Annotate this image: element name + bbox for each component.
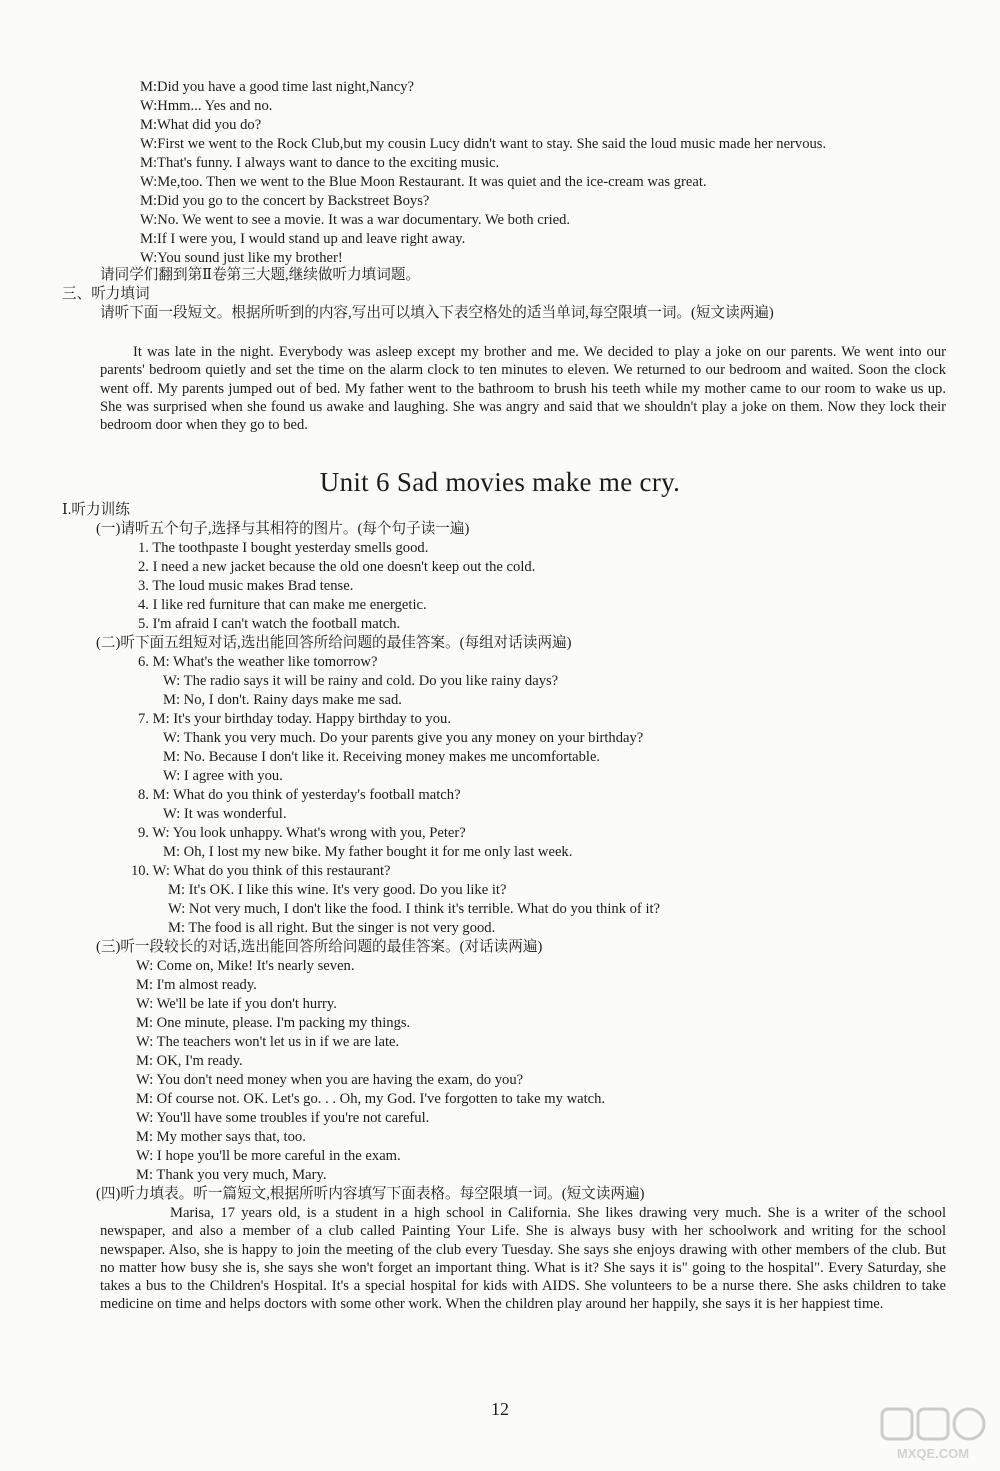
text-line: M: One minute, please. I'm packing my things. <box>136 1015 411 1031</box>
text-line: 4. I like red furniture that can make me energetic. <box>138 597 427 613</box>
text-line: 5. I'm afraid I can't watch the football match. <box>138 616 401 632</box>
text-line: W: You'll have some troubles if you're not careful. <box>136 1110 430 1126</box>
text-line: M:What did you do? <box>140 117 262 133</box>
text-line: 10. W: What do you think of this restaurant? <box>131 863 391 879</box>
text-line: W: You don't need money when you are having the exam, do you? <box>136 1072 524 1088</box>
watermark-text: MXQE.COM <box>896 1446 970 1461</box>
text-line: M: The food is all right. But the singer is not very good. <box>168 920 496 936</box>
text-line: M:That's funny. I always want to dance to the exciting music. <box>140 155 500 171</box>
text-line: W:First we went to the Rock Club,but my cousin Lucy didn't want to stay. She said the loud music made her nervous. <box>140 136 827 152</box>
text-line: M: I'm almost ready. <box>136 977 257 993</box>
text-line: M: Of course not. OK. Let's go. . . Oh, my God. I've forgotten to take my watch. <box>136 1091 606 1107</box>
text-line: W: Not very much, I don't like the food. I think it's terrible. What do you think of it? <box>168 901 661 917</box>
text-line: M:Did you go to the concert by Backstreet Boys? <box>140 193 430 209</box>
text-line: M: Oh, I lost my new bike. My father bought it for me only last week. <box>163 844 573 860</box>
page-number: 12 <box>491 1399 509 1419</box>
text-line: 6. M: What's the weather like tomorrow? <box>138 654 378 670</box>
text-line: W: The radio says it will be rainy and cold. Do you like rainy days? <box>163 673 559 689</box>
paragraph: Marisa, 17 years old, is a student in a high school in California. She likes drawing very much. She is a writer of the school newspaper, and also a member of a club called Painting Your Life. She is always busy with her schoolwork and writing for the school newspaper. Also, she is happy to join the meeting of the club every Tuesday. She says she enjoys drawing with other members of the club. But no matter how busy she is, she says she won't forget an important thing. What is it? She says it is" going to the hospital". Every Saturday, she takes a bus to the Children's Hospital. It's a special hospital for kids with AIDS. She volunteers to be a nurse there. She asks children to take medicine on time and helps doctors with some other work. When the children play around her happily, she says it is her happiest time. <box>100 1205 946 1313</box>
text-line: M: No. Because I don't like it. Receiving money makes me uncomfortable. <box>163 749 601 765</box>
unit-title: Unit 6 Sad movies make me cry. <box>319 467 681 497</box>
text-line: W: It was wonderful. <box>163 806 287 822</box>
paragraph: It was late in the night. Everybody was asleep except my brother and me. We decided to play a joke on our parents. We went into our parents' bedroom quietly and set the time on the alarm clock to ten minutes to eleven. We returned to our bedroom and waited. Soon the clock went off. My parents jumped out of bed. My father went to the bathroom to brush his teeth while my mother came to our room to wake us up. She was surprised when she found us awake and laughing. She was angry and said that we shouldn't play a joke on them. Now they lock their bedroom door when they go to bed. <box>100 344 946 434</box>
watermark-logo-icon <box>878 1405 988 1445</box>
text-line: W:No. We went to see a movie. It was a war documentary. We both cried. <box>140 212 571 228</box>
text-line: 9. W: You look unhappy. What's wrong with you, Peter? <box>138 825 466 841</box>
text-line: 3. The loud music makes Brad tense. <box>138 578 354 594</box>
text-line: M: It's OK. I like this wine. It's very good. Do you like it? <box>168 882 507 898</box>
text-line: 7. M: It's your birthday today. Happy birthday to you. <box>138 711 451 727</box>
text-line: (二)听下面五组短对话,选出能回答所给问题的最佳答案。(每组对话读两遍) <box>96 635 572 651</box>
text-line: M: My mother says that, too. <box>136 1129 306 1145</box>
watermark <box>878 1405 988 1465</box>
text-line: M: No, I don't. Rainy days make me sad. <box>163 692 402 708</box>
text-line: W:Me,too. Then we went to the Blue Moon Restaurant. It was quiet and the ice-cream was great. <box>140 174 707 190</box>
text-line: M:If I were you, I would stand up and leave right away. <box>140 231 466 247</box>
text-line: W: Come on, Mike! It's nearly seven. <box>136 958 355 974</box>
text-line: Ⅰ.听力训练 <box>62 502 130 518</box>
text-line: 1. The toothpaste I bought yesterday smells good. <box>138 540 429 556</box>
text-line: W: Thank you very much. Do your parents give you any money on your birthday? <box>163 730 644 746</box>
text-line: M: Thank you very much, Mary. <box>136 1167 327 1183</box>
text-line: 请同学们翻到第Ⅱ卷第三大题,继续做听力填词题。 <box>100 267 421 283</box>
text-line: W: I hope you'll be more careful in the exam. <box>136 1148 401 1164</box>
text-line: 三、听力填词 <box>62 286 150 302</box>
text-line: W: I agree with you. <box>163 768 283 784</box>
text-line: W:You sound just like my brother! <box>140 250 343 266</box>
text-line: W: The teachers won't let us in if we are late. <box>136 1034 400 1050</box>
text-line: W:Hmm... Yes and no. <box>140 98 273 114</box>
text-line: M: OK, I'm ready. <box>136 1053 243 1069</box>
text-line: (一)请听五个句子,选择与其相符的图片。(每个句子读一遍) <box>96 521 470 537</box>
text-line: (四)听力填表。听一篇短文,根据所听内容填写下面表格。每空限填一词。(短文读两遍) <box>96 1186 645 1202</box>
text-line: 2. I need a new jacket because the old one doesn't keep out the cold. <box>138 559 536 575</box>
text-line: W: We'll be late if you don't hurry. <box>136 996 337 1012</box>
text-line: (三)听一段较长的对话,选出能回答所给问题的最佳答案。(对话读两遍) <box>96 939 543 955</box>
text-line: 8. M: What do you think of yesterday's football match? <box>138 787 461 803</box>
paragraph: 请听下面一段短文。根据所听到的内容,写出可以填入下表空格处的适当单词,每空限填一词。(短文读两遍) <box>100 305 774 321</box>
text-line: M:Did you have a good time last night,Nancy? <box>140 79 414 95</box>
